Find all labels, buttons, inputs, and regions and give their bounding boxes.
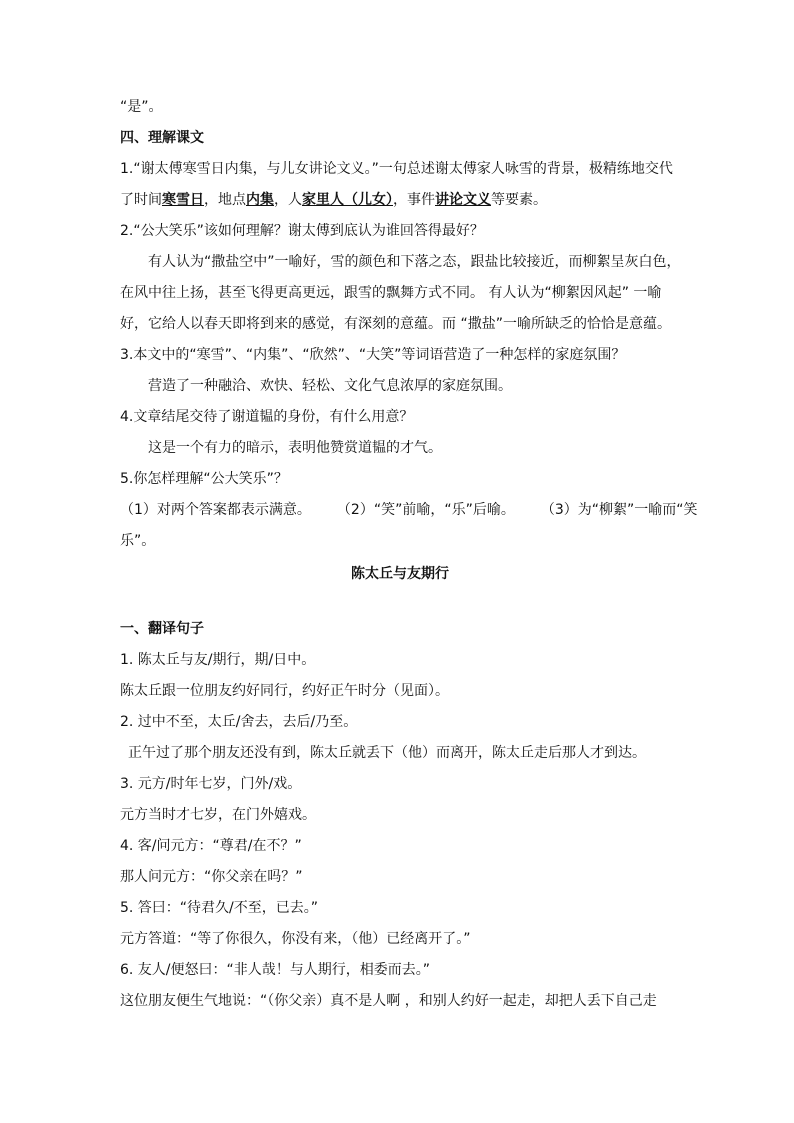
question-2: 2.“公大笑乐”该如何理解？谢太傅到底认为谁回答得最好？ xyxy=(120,223,484,239)
answer-person: 家里人（儿女） xyxy=(302,192,393,208)
text-fragment: ，地点 xyxy=(204,192,246,208)
translation-answer: 元方当时才七岁，在门外嬉戏。 xyxy=(120,807,316,823)
answer-5-part-3: （3）为“柳絮”一喻而“笑 xyxy=(540,502,698,518)
translation-question: 1. 陈太丘与友/期行，期/日中。 xyxy=(120,652,316,668)
translation-question: 3. 元方/时年七岁，门外/戏。 xyxy=(120,776,302,792)
translation-answer: 元方答道：“等了你很久，你没有来，（他）已经离开了。” xyxy=(120,931,471,947)
question-1-line-1: 1.“谢太傅寒雪日内集，与儿女讲论文义。”一句总述谢太傅家人咏雪的背景，极精练地交代 xyxy=(120,161,673,177)
question-5: 5.你怎样理解“公大笑乐”？ xyxy=(120,471,288,487)
answer-time: 寒雪日 xyxy=(162,192,204,208)
translation-answer: 那人问元方：“你父亲在吗？” xyxy=(120,869,303,885)
answer-place: 内集 xyxy=(246,192,274,208)
answer-4: 这是一个有力的暗示，表明他赞赏道韫的才气。 xyxy=(148,440,442,456)
answer-3: 营造了一种融洽、欢快、轻松、文化气息浓厚的家庭氛围。 xyxy=(148,378,512,394)
text-fragment: 了时间 xyxy=(120,192,162,208)
answer-5-part-1: （1）对两个答案都表示满意。 xyxy=(120,502,311,518)
text-fragment: ，人 xyxy=(274,192,302,208)
answer-2-line-3: 好，它给人以春天即将到来的感觉，有深刻的意蕴。而 “撒盐”一喻所缺乏的恰恰是意蕴。 xyxy=(120,316,671,332)
question-3: 3.本文中的“寒雪”、“内集”、“欣然”、“大笑”等词语营造了一种怎样的家庭氛围？ xyxy=(120,347,626,363)
translation-answer: 陈太丘跟一位朋友约好同行，约好正午时分（见面）。 xyxy=(120,683,449,699)
answer-5-line-2: 乐”。 xyxy=(120,533,156,549)
translation-question: 5. 答曰：“待君久/不至，已去。” xyxy=(120,900,319,916)
translation-question: 2. 过中不至，太丘/舍去，去后/乃至。 xyxy=(120,714,358,730)
answer-event: 讲论文义 xyxy=(435,192,491,208)
answer-5-part-2: （2）“笑”前喻，“乐”后喻。 xyxy=(336,502,515,518)
answer-5-line-1 xyxy=(120,495,698,526)
text-line: “是”。 xyxy=(120,99,163,115)
answer-2-line-2: 在风中往上扬，甚至飞得更高更远，跟雪的飘舞方式不同。 有人认为“柳絮因风起” 一喻 xyxy=(120,285,662,301)
text-fragment: 等要素。 xyxy=(491,192,547,208)
question-4: 4.文章结尾交待了谢道韫的身份，有什么用意？ xyxy=(120,409,414,425)
document-page xyxy=(120,92,698,1017)
translation-question: 4. 客/问元方：“尊君/在不？” xyxy=(120,838,302,854)
translation-answer: 正午过了那个朋友还没有到，陈太丘就丢下（他）而离开，陈太丘走后那人才到达。 xyxy=(128,745,646,761)
question-1-line-2 xyxy=(120,185,680,216)
section-heading-translate: 一、翻译句子 xyxy=(120,621,204,637)
translation-answer: 这位朋友便生气地说：“（你父亲）真不是人啊 ，和别人约好一起走，却把人丢下自己走 xyxy=(120,993,657,1009)
answer-2-line-1: 有人认为“撒盐空中”一喻好，雪的颜色和下落之态，跟盐比较接近，而柳絮呈灰白色， xyxy=(148,254,681,270)
section-heading: 四、理解课文 xyxy=(120,130,204,146)
translation-list xyxy=(120,645,680,1017)
text-fragment: ，事件 xyxy=(393,192,435,208)
article-title: 陈太丘与友期行 xyxy=(351,566,449,582)
translation-question: 6. 友人/便怒曰：“非人哉！与人期行，相委而去。” xyxy=(120,962,431,978)
